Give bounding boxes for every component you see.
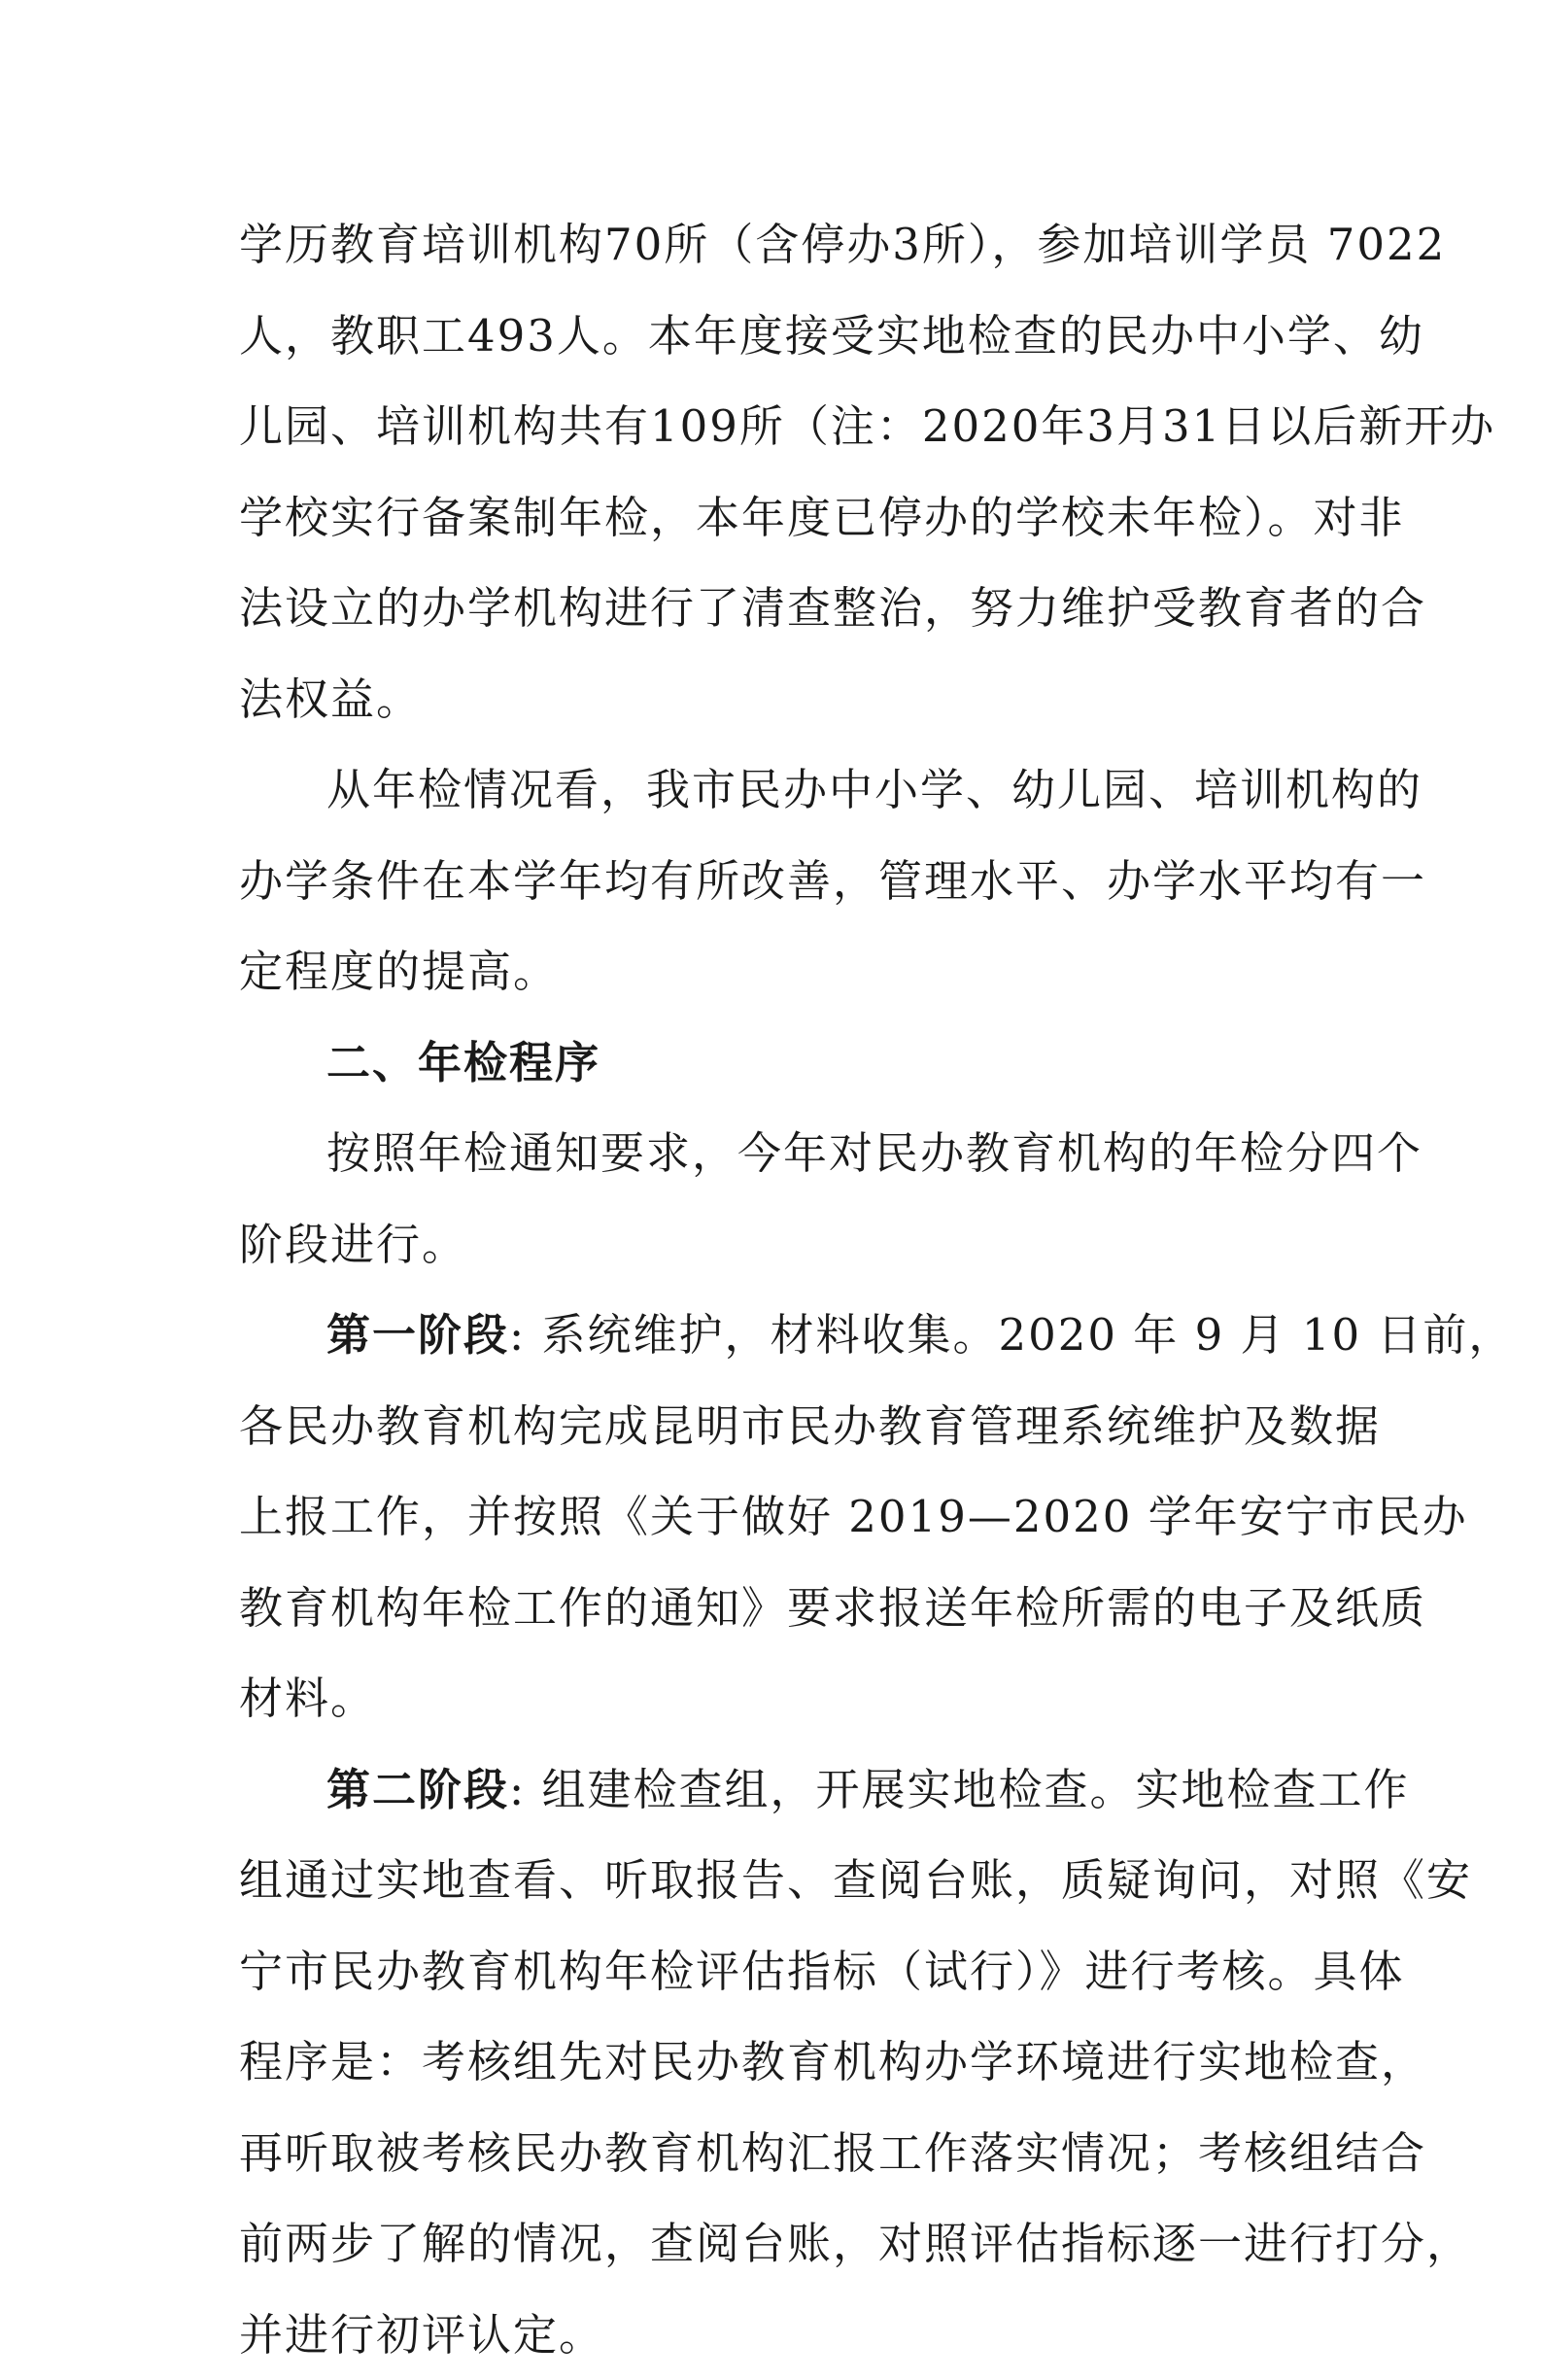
text-line: 办学条件在本学年均有所改善，管理水平、办学水平均有一 (239, 836, 1318, 927)
paragraph-enrollment-summary (239, 199, 1318, 744)
stage-two-text: : 组建检查组，开展实地检查。实地检查工作 (509, 1764, 1409, 1815)
text-line: 从年检情况看，我市民办中小学、幼儿园、培训机构的 (239, 744, 1318, 836)
stage-two-label: 第二阶段 (326, 1764, 509, 1815)
paragraph-stage-one (239, 1290, 1318, 1744)
text-line: 组通过实地查看、听取报告、查阅台账，质疑询问，对照《安 (239, 1835, 1318, 1926)
text-line (239, 1744, 1318, 1836)
text-line: 阶段进行。 (239, 1199, 1318, 1291)
text-line: 宁市民办教育机构年检评估指标（试行）》进行考核。具体 (239, 1926, 1318, 2018)
text-line: 前两步了解的情况，查阅台账，对照评估指标逐一进行打分， (239, 2198, 1318, 2290)
text-line (239, 1290, 1318, 1381)
text-line: 材料。 (239, 1653, 1318, 1744)
text-line: 再听取被考核民办教育机构汇报工作落实情况；考核组结合 (239, 2108, 1318, 2199)
text-line: 人，教职工493人。本年度接受实地检查的民办中小学、幼 (239, 291, 1318, 382)
paragraph-stage-two (239, 1744, 1318, 2380)
text-line: 各民办教育机构完成昆明市民办教育管理系统维护及数据 (239, 1381, 1318, 1472)
stage-one-label: 第一阶段 (326, 1309, 509, 1361)
text-line: 上报工作，并按照《关于做好 2019—2020 学年安宁市民办 (239, 1471, 1318, 1563)
text-line: 定程度的提高。 (239, 926, 1318, 1018)
text-line: 儿园、培训机构共有109所（注：2020年3月31日以后新开办 (239, 381, 1318, 472)
text-line: 程序是：考核组先对民办教育机构办学环境进行实地检查， (239, 2017, 1318, 2108)
text-line: 教育机构年检工作的通知》要求报送年检所需的电子及纸质 (239, 1563, 1318, 1654)
text-line: 法权益。 (239, 654, 1318, 745)
text-line: 学校实行备案制年检，本年度已停办的学校未年检）。对非 (239, 472, 1318, 564)
text-line: 按照年检通知要求，今年对民办教育机构的年检分四个 (239, 1108, 1318, 1199)
text-line: 并进行初评认定。 (239, 2290, 1318, 2380)
text-line: 学历教育培训机构70所（含停办3所），参加培训学员 7022 (239, 199, 1318, 291)
text-line: 法设立的办学机构进行了清查整治，努力维护受教育者的合 (239, 563, 1318, 654)
paragraph-inspection-results (239, 744, 1318, 1018)
paragraph-procedure-intro (239, 1108, 1318, 1290)
stage-one-text: : 系统维护，材料收集。2020 年 9 月 10 日前， (509, 1309, 1514, 1361)
document-body (239, 199, 1318, 2380)
section-heading: 二、年检程序 (239, 1018, 1318, 1109)
